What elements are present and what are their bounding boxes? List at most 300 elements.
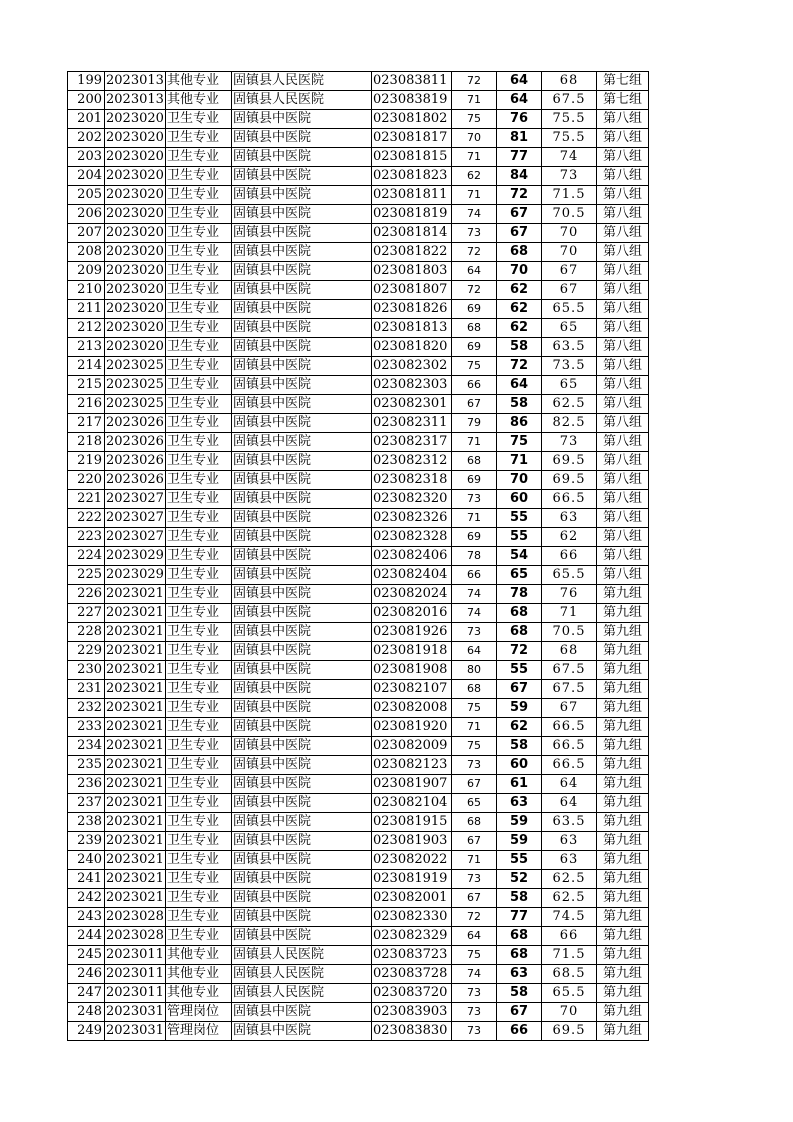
table-row	[68, 528, 649, 547]
row-number-cell: 215	[68, 376, 105, 395]
row-number-cell: 213	[68, 338, 105, 357]
row-number-cell: 234	[68, 737, 105, 756]
organization-cell: 固镇县人民医院	[232, 984, 372, 1003]
row-number-cell: 210	[68, 281, 105, 300]
table-row	[68, 737, 649, 756]
interview-score-cell: 62	[497, 718, 542, 737]
category-cell: 卫生专业	[166, 262, 232, 281]
ticket-number-cell: 023081819	[372, 205, 452, 224]
total-score-cell: 74	[542, 148, 597, 167]
table-row	[68, 813, 649, 832]
group-cell: 第九组	[597, 889, 649, 908]
written-score-cell: 75	[452, 699, 497, 718]
written-score-cell: 67	[452, 832, 497, 851]
written-score-cell: 69	[452, 300, 497, 319]
ticket-number-cell: 023082317	[372, 433, 452, 452]
organization-cell: 固镇县人民医院	[232, 946, 372, 965]
organization-cell: 固镇县中医院	[232, 718, 372, 737]
position-code-cell: 2023013	[105, 72, 166, 91]
category-cell: 卫生专业	[166, 167, 232, 186]
category-cell: 卫生专业	[166, 338, 232, 357]
group-cell: 第八组	[597, 148, 649, 167]
total-score-cell: 64	[542, 775, 597, 794]
ticket-number-cell: 023082330	[372, 908, 452, 927]
category-cell: 卫生专业	[166, 908, 232, 927]
interview-score-cell: 70	[497, 471, 542, 490]
table-row	[68, 889, 649, 908]
interview-score-cell: 66	[497, 1022, 542, 1041]
interview-score-cell: 67	[497, 224, 542, 243]
group-cell: 第九组	[597, 775, 649, 794]
interview-score-cell: 58	[497, 737, 542, 756]
organization-cell: 固镇县中医院	[232, 471, 372, 490]
interview-score-cell: 63	[497, 965, 542, 984]
category-cell: 卫生专业	[166, 718, 232, 737]
ticket-number-cell: 023081815	[372, 148, 452, 167]
interview-score-cell: 55	[497, 528, 542, 547]
category-cell: 卫生专业	[166, 794, 232, 813]
organization-cell: 固镇县中医院	[232, 338, 372, 357]
row-number-cell: 230	[68, 661, 105, 680]
group-cell: 第八组	[597, 129, 649, 148]
table-row	[68, 319, 649, 338]
row-number-cell: 235	[68, 756, 105, 775]
group-cell: 第九组	[597, 623, 649, 642]
group-cell: 第八组	[597, 490, 649, 509]
total-score-cell: 70.5	[542, 205, 597, 224]
table-row	[68, 946, 649, 965]
position-code-cell: 2023021	[105, 775, 166, 794]
row-number-cell: 202	[68, 129, 105, 148]
row-number-cell: 221	[68, 490, 105, 509]
position-code-cell: 2023027	[105, 509, 166, 528]
interview-score-cell: 86	[497, 414, 542, 433]
category-cell: 管理岗位	[166, 1022, 232, 1041]
position-code-cell: 2023020	[105, 186, 166, 205]
table-row	[68, 927, 649, 946]
table-row	[68, 471, 649, 490]
row-number-cell: 209	[68, 262, 105, 281]
row-number-cell: 249	[68, 1022, 105, 1041]
organization-cell: 固镇县中医院	[232, 813, 372, 832]
ticket-number-cell: 023081915	[372, 813, 452, 832]
ticket-number-cell: 023081802	[372, 110, 452, 129]
table-row	[68, 965, 649, 984]
row-number-cell: 231	[68, 680, 105, 699]
organization-cell: 固镇县中医院	[232, 376, 372, 395]
row-number-cell: 207	[68, 224, 105, 243]
total-score-cell: 63	[542, 509, 597, 528]
total-score-cell: 62.5	[542, 870, 597, 889]
row-number-cell: 244	[68, 927, 105, 946]
table-row	[68, 300, 649, 319]
organization-cell: 固镇县中医院	[232, 281, 372, 300]
written-score-cell: 75	[452, 946, 497, 965]
category-cell: 卫生专业	[166, 509, 232, 528]
table-row	[68, 338, 649, 357]
group-cell: 第九组	[597, 870, 649, 889]
category-cell: 卫生专业	[166, 433, 232, 452]
ticket-number-cell: 023081919	[372, 870, 452, 889]
interview-score-cell: 58	[497, 984, 542, 1003]
total-score-cell: 66	[542, 547, 597, 566]
group-cell: 第九组	[597, 699, 649, 718]
organization-cell: 固镇县中医院	[232, 224, 372, 243]
ticket-number-cell: 023081926	[372, 623, 452, 642]
position-code-cell: 2023021	[105, 794, 166, 813]
table-row	[68, 281, 649, 300]
interview-score-cell: 67	[497, 680, 542, 699]
ticket-number-cell: 023082016	[372, 604, 452, 623]
table-row	[68, 224, 649, 243]
row-number-cell: 226	[68, 585, 105, 604]
written-score-cell: 70	[452, 129, 497, 148]
table-row	[68, 91, 649, 110]
organization-cell: 固镇县中医院	[232, 148, 372, 167]
table-row	[68, 585, 649, 604]
organization-cell: 固镇县中医院	[232, 908, 372, 927]
ticket-number-cell: 023082301	[372, 395, 452, 414]
interview-score-cell: 58	[497, 338, 542, 357]
table-row	[68, 262, 649, 281]
organization-cell: 固镇县人民医院	[232, 72, 372, 91]
group-cell: 第八组	[597, 357, 649, 376]
group-cell: 第九组	[597, 965, 649, 984]
total-score-cell: 73	[542, 167, 597, 186]
ticket-number-cell: 023082406	[372, 547, 452, 566]
position-code-cell: 2023021	[105, 832, 166, 851]
row-number-cell: 220	[68, 471, 105, 490]
interview-score-cell: 62	[497, 300, 542, 319]
category-cell: 卫生专业	[166, 927, 232, 946]
written-score-cell: 73	[452, 870, 497, 889]
written-score-cell: 68	[452, 680, 497, 699]
group-cell: 第七组	[597, 72, 649, 91]
ticket-number-cell: 023081811	[372, 186, 452, 205]
group-cell: 第八组	[597, 205, 649, 224]
written-score-cell: 80	[452, 661, 497, 680]
total-score-cell: 64	[542, 794, 597, 813]
position-code-cell: 2023025	[105, 376, 166, 395]
group-cell: 第九组	[597, 585, 649, 604]
table-row	[68, 851, 649, 870]
organization-cell: 固镇县中医院	[232, 585, 372, 604]
total-score-cell: 62	[542, 528, 597, 547]
row-number-cell: 204	[68, 167, 105, 186]
interview-score-cell: 77	[497, 908, 542, 927]
written-score-cell: 75	[452, 110, 497, 129]
group-cell: 第八组	[597, 528, 649, 547]
table-row	[68, 908, 649, 927]
organization-cell: 固镇县中医院	[232, 319, 372, 338]
ticket-number-cell: 023082008	[372, 699, 452, 718]
row-number-cell: 199	[68, 72, 105, 91]
total-score-cell: 69.5	[542, 452, 597, 471]
written-score-cell: 71	[452, 851, 497, 870]
group-cell: 第九组	[597, 661, 649, 680]
written-score-cell: 64	[452, 927, 497, 946]
group-cell: 第九组	[597, 813, 649, 832]
total-score-cell: 66	[542, 927, 597, 946]
table-row	[68, 775, 649, 794]
interview-score-cell: 65	[497, 566, 542, 585]
total-score-cell: 68	[542, 72, 597, 91]
row-number-cell: 237	[68, 794, 105, 813]
ticket-number-cell: 023082404	[372, 566, 452, 585]
category-cell: 卫生专业	[166, 813, 232, 832]
total-score-cell: 71	[542, 604, 597, 623]
category-cell: 管理岗位	[166, 1003, 232, 1022]
position-code-cell: 2023026	[105, 452, 166, 471]
position-code-cell: 2023026	[105, 433, 166, 452]
table-row	[68, 110, 649, 129]
category-cell: 卫生专业	[166, 281, 232, 300]
written-score-cell: 71	[452, 718, 497, 737]
written-score-cell: 79	[452, 414, 497, 433]
ticket-number-cell: 023082328	[372, 528, 452, 547]
position-code-cell: 2023025	[105, 357, 166, 376]
table-row	[68, 357, 649, 376]
category-cell: 卫生专业	[166, 889, 232, 908]
category-cell: 卫生专业	[166, 528, 232, 547]
group-cell: 第八组	[597, 433, 649, 452]
interview-score-cell: 59	[497, 813, 542, 832]
position-code-cell: 2023025	[105, 395, 166, 414]
table-row	[68, 414, 649, 433]
group-cell: 第八组	[597, 395, 649, 414]
interview-score-cell: 58	[497, 889, 542, 908]
group-cell: 第八组	[597, 452, 649, 471]
organization-cell: 固镇县中医院	[232, 167, 372, 186]
written-score-cell: 67	[452, 889, 497, 908]
organization-cell: 固镇县中医院	[232, 243, 372, 262]
position-code-cell: 2023021	[105, 851, 166, 870]
category-cell: 卫生专业	[166, 376, 232, 395]
ticket-number-cell: 023083723	[372, 946, 452, 965]
position-code-cell: 2023031	[105, 1022, 166, 1041]
organization-cell: 固镇县中医院	[232, 661, 372, 680]
interview-score-cell: 68	[497, 623, 542, 642]
table-row	[68, 186, 649, 205]
category-cell: 其他专业	[166, 72, 232, 91]
organization-cell: 固镇县中医院	[232, 699, 372, 718]
ticket-number-cell: 023083903	[372, 1003, 452, 1022]
organization-cell: 固镇县中医院	[232, 851, 372, 870]
table-row	[68, 452, 649, 471]
group-cell: 第八组	[597, 338, 649, 357]
position-code-cell: 2023020	[105, 129, 166, 148]
organization-cell: 固镇县中医院	[232, 832, 372, 851]
total-score-cell: 68.5	[542, 965, 597, 984]
organization-cell: 固镇县中医院	[232, 509, 372, 528]
written-score-cell: 78	[452, 547, 497, 566]
ticket-number-cell: 023083819	[372, 91, 452, 110]
category-cell: 卫生专业	[166, 186, 232, 205]
ticket-number-cell: 023081813	[372, 319, 452, 338]
written-score-cell: 72	[452, 72, 497, 91]
table-row	[68, 205, 649, 224]
ticket-number-cell: 023081820	[372, 338, 452, 357]
group-cell: 第八组	[597, 547, 649, 566]
group-cell: 第八组	[597, 167, 649, 186]
table-row	[68, 718, 649, 737]
group-cell: 第八组	[597, 281, 649, 300]
interview-score-cell: 70	[497, 262, 542, 281]
row-number-cell: 227	[68, 604, 105, 623]
ticket-number-cell: 023082104	[372, 794, 452, 813]
group-cell: 第七组	[597, 91, 649, 110]
row-number-cell: 219	[68, 452, 105, 471]
written-score-cell: 71	[452, 509, 497, 528]
organization-cell: 固镇县中医院	[232, 110, 372, 129]
organization-cell: 固镇县中医院	[232, 642, 372, 661]
table-row	[68, 870, 649, 889]
total-score-cell: 74.5	[542, 908, 597, 927]
group-cell: 第八组	[597, 566, 649, 585]
row-number-cell: 247	[68, 984, 105, 1003]
category-cell: 卫生专业	[166, 205, 232, 224]
table-row	[68, 604, 649, 623]
row-number-cell: 212	[68, 319, 105, 338]
organization-cell: 固镇县中医院	[232, 205, 372, 224]
written-score-cell: 65	[452, 794, 497, 813]
written-score-cell: 75	[452, 357, 497, 376]
row-number-cell: 233	[68, 718, 105, 737]
ticket-number-cell: 023082302	[372, 357, 452, 376]
written-score-cell: 73	[452, 1003, 497, 1022]
interview-score-cell: 64	[497, 91, 542, 110]
ticket-number-cell: 023081822	[372, 243, 452, 262]
interview-score-cell: 63	[497, 794, 542, 813]
interview-score-cell: 59	[497, 832, 542, 851]
category-cell: 卫生专业	[166, 851, 232, 870]
total-score-cell: 73.5	[542, 357, 597, 376]
interview-score-cell: 76	[497, 110, 542, 129]
total-score-cell: 65	[542, 319, 597, 338]
table-row	[68, 1022, 649, 1041]
category-cell: 其他专业	[166, 965, 232, 984]
written-score-cell: 64	[452, 642, 497, 661]
ticket-number-cell: 023081903	[372, 832, 452, 851]
interview-score-cell: 58	[497, 395, 542, 414]
written-score-cell: 74	[452, 205, 497, 224]
ticket-number-cell: 023081823	[372, 167, 452, 186]
organization-cell: 固镇县中医院	[232, 490, 372, 509]
total-score-cell: 82.5	[542, 414, 597, 433]
position-code-cell: 2023029	[105, 547, 166, 566]
total-score-cell: 68	[542, 642, 597, 661]
written-score-cell: 69	[452, 471, 497, 490]
written-score-cell: 73	[452, 490, 497, 509]
table-row	[68, 547, 649, 566]
group-cell: 第九组	[597, 832, 649, 851]
row-number-cell: 229	[68, 642, 105, 661]
group-cell: 第八组	[597, 319, 649, 338]
category-cell: 卫生专业	[166, 395, 232, 414]
interview-score-cell: 60	[497, 490, 542, 509]
interview-score-cell: 67	[497, 1003, 542, 1022]
organization-cell: 固镇县中医院	[232, 186, 372, 205]
interview-score-cell: 81	[497, 129, 542, 148]
organization-cell: 固镇县中医院	[232, 395, 372, 414]
interview-score-cell: 59	[497, 699, 542, 718]
position-code-cell: 2023020	[105, 110, 166, 129]
written-score-cell: 64	[452, 262, 497, 281]
table-row	[68, 243, 649, 262]
category-cell: 卫生专业	[166, 775, 232, 794]
group-cell: 第九组	[597, 927, 649, 946]
position-code-cell: 2023011	[105, 965, 166, 984]
total-score-cell: 66.5	[542, 718, 597, 737]
organization-cell: 固镇县中医院	[232, 414, 372, 433]
written-score-cell: 72	[452, 243, 497, 262]
group-cell: 第九组	[597, 737, 649, 756]
group-cell: 第九组	[597, 1003, 649, 1022]
category-cell: 卫生专业	[166, 300, 232, 319]
organization-cell: 固镇县中医院	[232, 756, 372, 775]
position-code-cell: 2023021	[105, 813, 166, 832]
organization-cell: 固镇县中医院	[232, 433, 372, 452]
group-cell: 第九组	[597, 604, 649, 623]
category-cell: 其他专业	[166, 984, 232, 1003]
row-number-cell: 214	[68, 357, 105, 376]
group-cell: 第九组	[597, 984, 649, 1003]
score-table	[67, 71, 649, 1041]
group-cell: 第八组	[597, 262, 649, 281]
interview-score-cell: 68	[497, 604, 542, 623]
category-cell: 卫生专业	[166, 148, 232, 167]
ticket-number-cell: 023082312	[372, 452, 452, 471]
category-cell: 卫生专业	[166, 680, 232, 699]
ticket-number-cell: 023081908	[372, 661, 452, 680]
interview-score-cell: 72	[497, 186, 542, 205]
organization-cell: 固镇县中医院	[232, 1003, 372, 1022]
position-code-cell: 2023021	[105, 870, 166, 889]
row-number-cell: 211	[68, 300, 105, 319]
organization-cell: 固镇县中医院	[232, 547, 372, 566]
table-row	[68, 680, 649, 699]
total-score-cell: 63	[542, 851, 597, 870]
written-score-cell: 68	[452, 452, 497, 471]
group-cell: 第八组	[597, 414, 649, 433]
position-code-cell: 2023020	[105, 167, 166, 186]
position-code-cell: 2023020	[105, 281, 166, 300]
total-score-cell: 70	[542, 243, 597, 262]
interview-score-cell: 84	[497, 167, 542, 186]
position-code-cell: 2023027	[105, 490, 166, 509]
position-code-cell: 2023020	[105, 300, 166, 319]
category-cell: 卫生专业	[166, 756, 232, 775]
category-cell: 卫生专业	[166, 566, 232, 585]
table-row	[68, 756, 649, 775]
interview-score-cell: 54	[497, 547, 542, 566]
group-cell: 第八组	[597, 110, 649, 129]
total-score-cell: 66.5	[542, 756, 597, 775]
ticket-number-cell: 023081920	[372, 718, 452, 737]
written-score-cell: 71	[452, 148, 497, 167]
written-score-cell: 66	[452, 566, 497, 585]
position-code-cell: 2023026	[105, 471, 166, 490]
written-score-cell: 67	[452, 775, 497, 794]
position-code-cell: 2023028	[105, 908, 166, 927]
interview-score-cell: 75	[497, 433, 542, 452]
table-row	[68, 148, 649, 167]
written-score-cell: 74	[452, 965, 497, 984]
ticket-number-cell: 023081826	[372, 300, 452, 319]
row-number-cell: 201	[68, 110, 105, 129]
ticket-number-cell: 023082320	[372, 490, 452, 509]
table-row	[68, 984, 649, 1003]
